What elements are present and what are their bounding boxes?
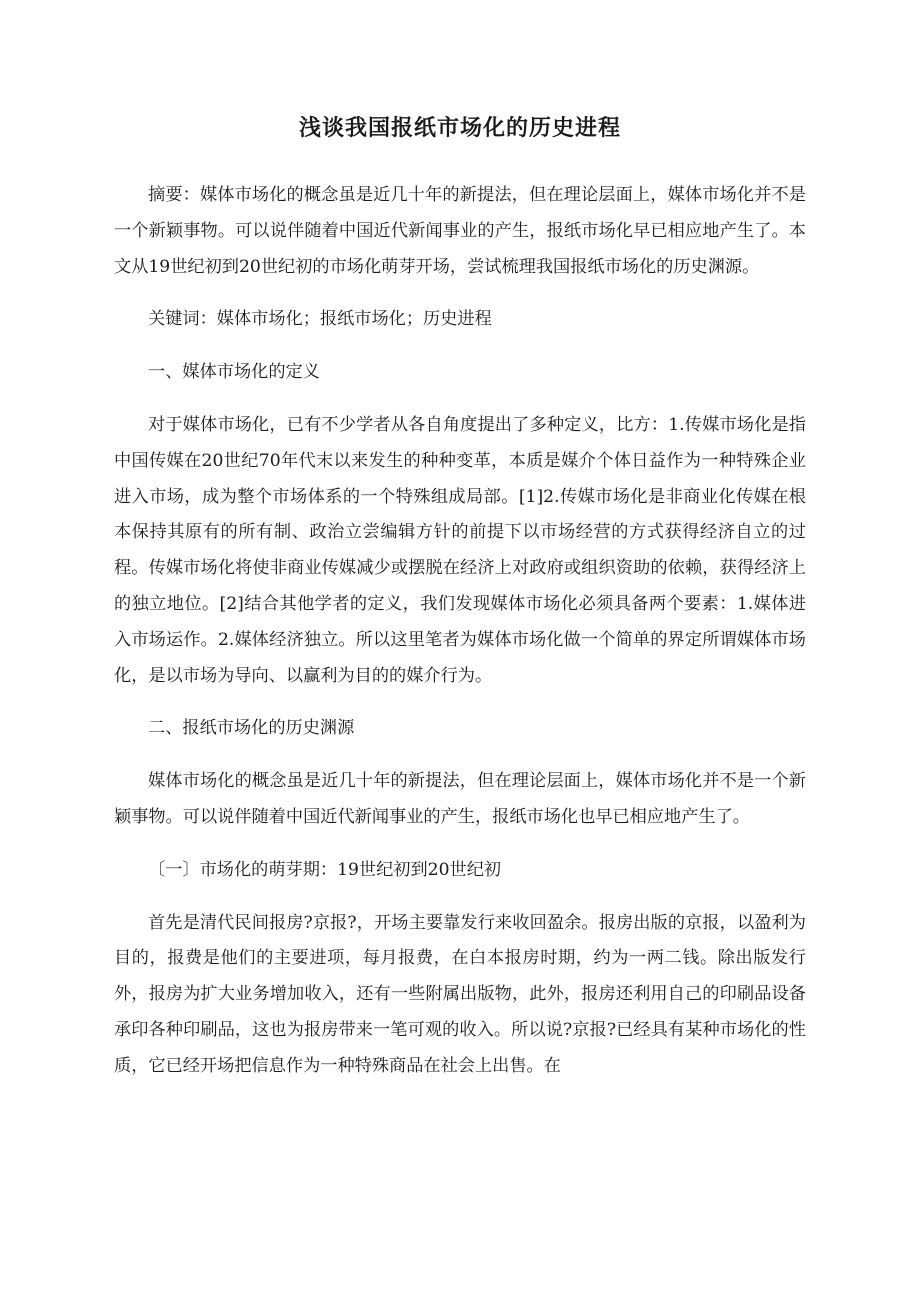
subsection-1-paragraph: 首先是清代民间报房?京报?，开场主要靠发行来收回盈余。报房出版的京报，以盈利为目的，报费是他们的主要进项，每月报费，在白本报房时期，约为一两二钱。除出版发行外，报房为扩大业务增加收入，还有一些附属出版物，此外，报房还利用自己的印刷品设备承印各种印刷品，这也为报房带来一笔可观的收入。所以说?京报?已经具有某种市场化的性质，它已经开场把信息作为一种特殊商品在社会上出售。在 <box>114 912 806 1076</box>
keywords-line: 关键词：媒体市场化；报纸市场化；历史进程 <box>148 309 492 330</box>
subsection-1-heading: 〔一〕市场化的萌芽期：19世纪初到20世纪初 <box>148 859 502 880</box>
document-page <box>114 112 806 1102</box>
section-1-paragraph: 对于媒体市场化，已有不少学者从各自角度提出了多种定义，比方：1.传媒市场化是指中国传媒在20世纪70年代末以来发生的种种变革，本质是媒介个体日益作为一种特殊企业进入市场，成为整个市场体系的一个特殊组成局部。[1]2.传媒市场化是非商业化传媒在根本保持其原有的所有制、政治立尝编辑方针的前提下以市场经营的方式获得经济自立的过程。传媒市场化将使非商业传媒减少或摆脱在经济上对政府或组织资助的依赖，获得经济上的独立地位。[2]结合其他学者的定义，我们发现媒体市场化必须具备两个要素：1.媒体进入市场运作。2.媒体经济独立。所以这里笔者为媒体市场化做一个简单的界定所谓媒体市场化，是以市场为导向、以赢利为目的的媒介行为。 <box>114 414 806 686</box>
abstract-paragraph: 摘要：媒体市场化的概念虽是近几十年的新提法，但在理论层面上，媒体市场化并不是一个新颖事物。可以说伴随着中国近代新闻事业的产生，报纸市场化早已相应地产生了。本文从19世纪初到20世纪初的市场化萌芽开场，尝试梳理我国报纸市场化的历史渊源。 <box>114 185 806 277</box>
document-title: 浅谈我国报纸市场化的历史进程 <box>298 115 621 141</box>
section-2-paragraph: 媒体市场化的概念虽是近几十年的新提法，但在理论层面上，媒体市场化并不是一个新颖事物。可以说伴随着中国近代新闻事业的产生，报纸市场化也早已相应地产生了。 <box>114 771 806 827</box>
section-2-heading: 二、报纸市场化的历史渊源 <box>148 718 355 739</box>
section-1-heading: 一、媒体市场化的定义 <box>148 362 320 383</box>
